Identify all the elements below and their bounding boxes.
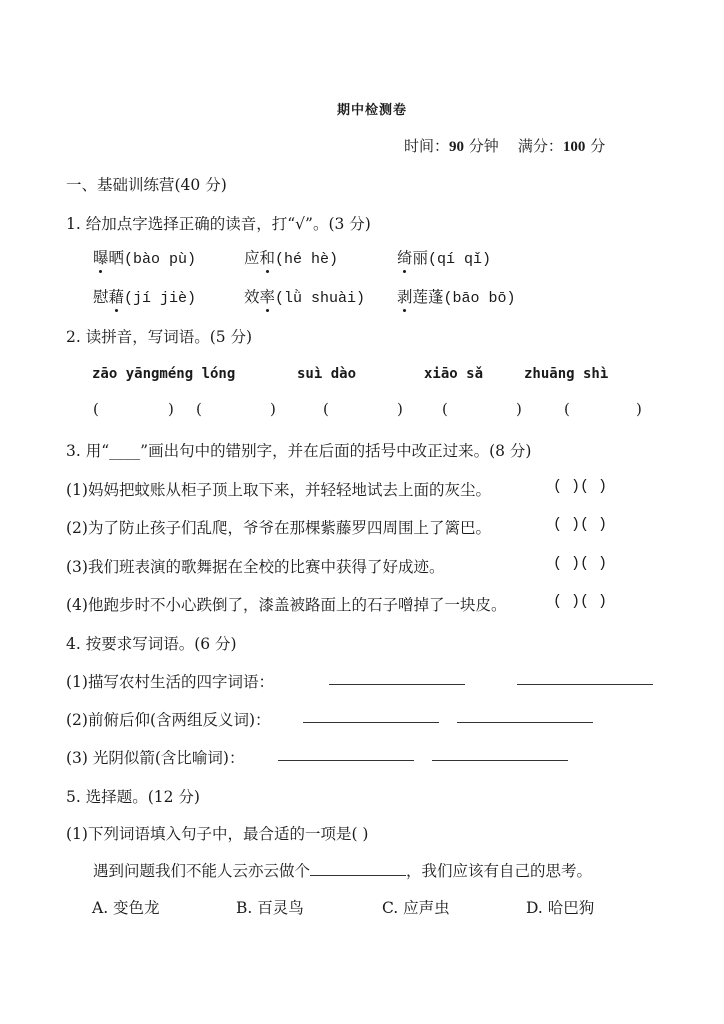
dotted-char: 藉 xyxy=(109,285,125,307)
answer-paren-open[interactable]: ( xyxy=(93,400,99,418)
time-label: 时间： xyxy=(404,137,450,155)
q1-item-5: 效率(lǜ shuài) xyxy=(244,285,365,307)
q3-answer-2[interactable]: ( )( ) xyxy=(553,516,608,533)
answer-paren-close: ) xyxy=(168,400,174,418)
option-a[interactable]: A. 变色龙 xyxy=(92,899,160,917)
q2-pinyin-3: xiāo sǎ xyxy=(424,366,484,382)
q3-answer-4[interactable]: ( )( ) xyxy=(553,593,608,610)
q2-pinyin-1: zāo yāngméng lóng xyxy=(92,366,236,382)
q3-item-3: (3)我们班表演的歌舞据在全校的比赛中获得了好成迹。 xyxy=(66,558,445,576)
exam-meta xyxy=(404,135,605,156)
answer-paren-open[interactable]: ( xyxy=(196,400,202,418)
q1-item-1: 曝晒(bào pù) xyxy=(93,246,196,268)
score-label: 满分： xyxy=(517,137,563,155)
q3-item-4: (4)他跑步时不小心跌倒了，漆盖被路面上的石子噌掉了一块皮。 xyxy=(66,596,507,614)
answer-paren-open[interactable]: ( xyxy=(564,400,570,418)
answer-paren-close: ) xyxy=(516,400,522,418)
q2-prompt: 2. 读拼音，写词语。(5 分) xyxy=(66,328,253,346)
q2-pinyin-4: zhuāng shì xyxy=(524,366,609,382)
time-value: 90 xyxy=(449,139,465,155)
pinyin-options[interactable]: (qí qǐ) xyxy=(428,251,492,268)
pinyin-options[interactable]: (jí jiè) xyxy=(124,290,197,307)
q5-prompt: 5. 选择题。(12 分) xyxy=(66,788,200,806)
answer-blank[interactable] xyxy=(278,746,414,761)
answer-blank[interactable] xyxy=(457,708,593,723)
option-b[interactable]: B. 百灵鸟 xyxy=(236,899,304,917)
q5-sub1-question: (1)下列词语填入句子中，最合适的一项是( ) xyxy=(66,825,369,843)
q4-item-3: (3) 光阴似箭(含比喻词)： xyxy=(66,749,245,767)
q4-item-2: (2)前俯后仰(含两组反义词)： xyxy=(66,711,271,729)
exam-title: 期中检测卷 xyxy=(337,103,408,118)
q5-sub1-sentence: 遇到问题我们不能人云亦云做个 ，我们应该有自己的思考。 xyxy=(93,862,593,880)
option-d[interactable]: D. 哈巴狗 xyxy=(526,899,595,917)
option-c[interactable]: C. 应声虫 xyxy=(382,899,450,917)
dotted-char: 剥 xyxy=(397,285,413,307)
q2-pinyin-2: suì dào xyxy=(297,366,357,382)
answer-blank[interactable] xyxy=(329,670,465,685)
q3-answer-1[interactable]: ( )( ) xyxy=(553,478,608,495)
answer-paren-close: ) xyxy=(636,400,642,418)
q3-item-1: (1)妈妈把蚊账从柜子顶上取下来，并轻轻地试去上面的灰尘。 xyxy=(66,481,491,499)
q1-item-2: 应和(hé hè) xyxy=(244,246,338,268)
q3-answer-3[interactable]: ( )( ) xyxy=(553,555,608,572)
time-unit: 分钟 xyxy=(468,137,499,155)
dotted-char: 率 xyxy=(260,285,276,307)
answer-paren-open[interactable]: ( xyxy=(323,400,329,418)
section-heading: 一、基础训练营(40 分) xyxy=(66,176,227,194)
answer-blank[interactable] xyxy=(517,670,653,685)
score-unit: 分 xyxy=(590,137,606,155)
q1-item-6: 剥莲蓬(bāo bō) xyxy=(397,285,516,307)
q3-prompt: 3. 用“____”画出句中的错别字，并在后面的括号中改正过来。(8 分) xyxy=(66,442,532,460)
dotted-char: 曝 xyxy=(93,246,109,268)
q1-item-3: 绮丽(qí qǐ) xyxy=(397,246,491,268)
q3-item-2: (2)为了防止孩子们乱爬，爷爷在那棵紫藤罗四周围上了篱巴。 xyxy=(66,519,491,537)
answer-paren-close: ) xyxy=(397,400,403,418)
answer-blank[interactable] xyxy=(303,708,439,723)
score-value: 100 xyxy=(562,139,586,155)
answer-blank[interactable] xyxy=(310,861,406,876)
pinyin-options[interactable]: (bào pù) xyxy=(124,251,197,268)
dotted-char: 和 xyxy=(260,246,276,268)
pinyin-options[interactable]: (bāo bō) xyxy=(443,290,516,307)
answer-paren-open[interactable]: ( xyxy=(442,400,448,418)
answer-blank[interactable] xyxy=(432,746,568,761)
q1-prompt: 1. 给加点字选择正确的读音，打“√”。(3 分) xyxy=(66,215,371,233)
q4-prompt: 4. 按要求写词语。(6 分) xyxy=(66,635,237,653)
pinyin-options[interactable]: (lǜ shuài) xyxy=(275,290,366,307)
pinyin-options[interactable]: (hé hè) xyxy=(275,251,339,268)
q4-item-1: (1)描写农村生活的四字词语： xyxy=(66,673,274,691)
dotted-char: 绮 xyxy=(397,246,413,268)
q1-item-4: 慰藉(jí jiè) xyxy=(93,285,196,307)
answer-paren-close: ) xyxy=(270,400,276,418)
